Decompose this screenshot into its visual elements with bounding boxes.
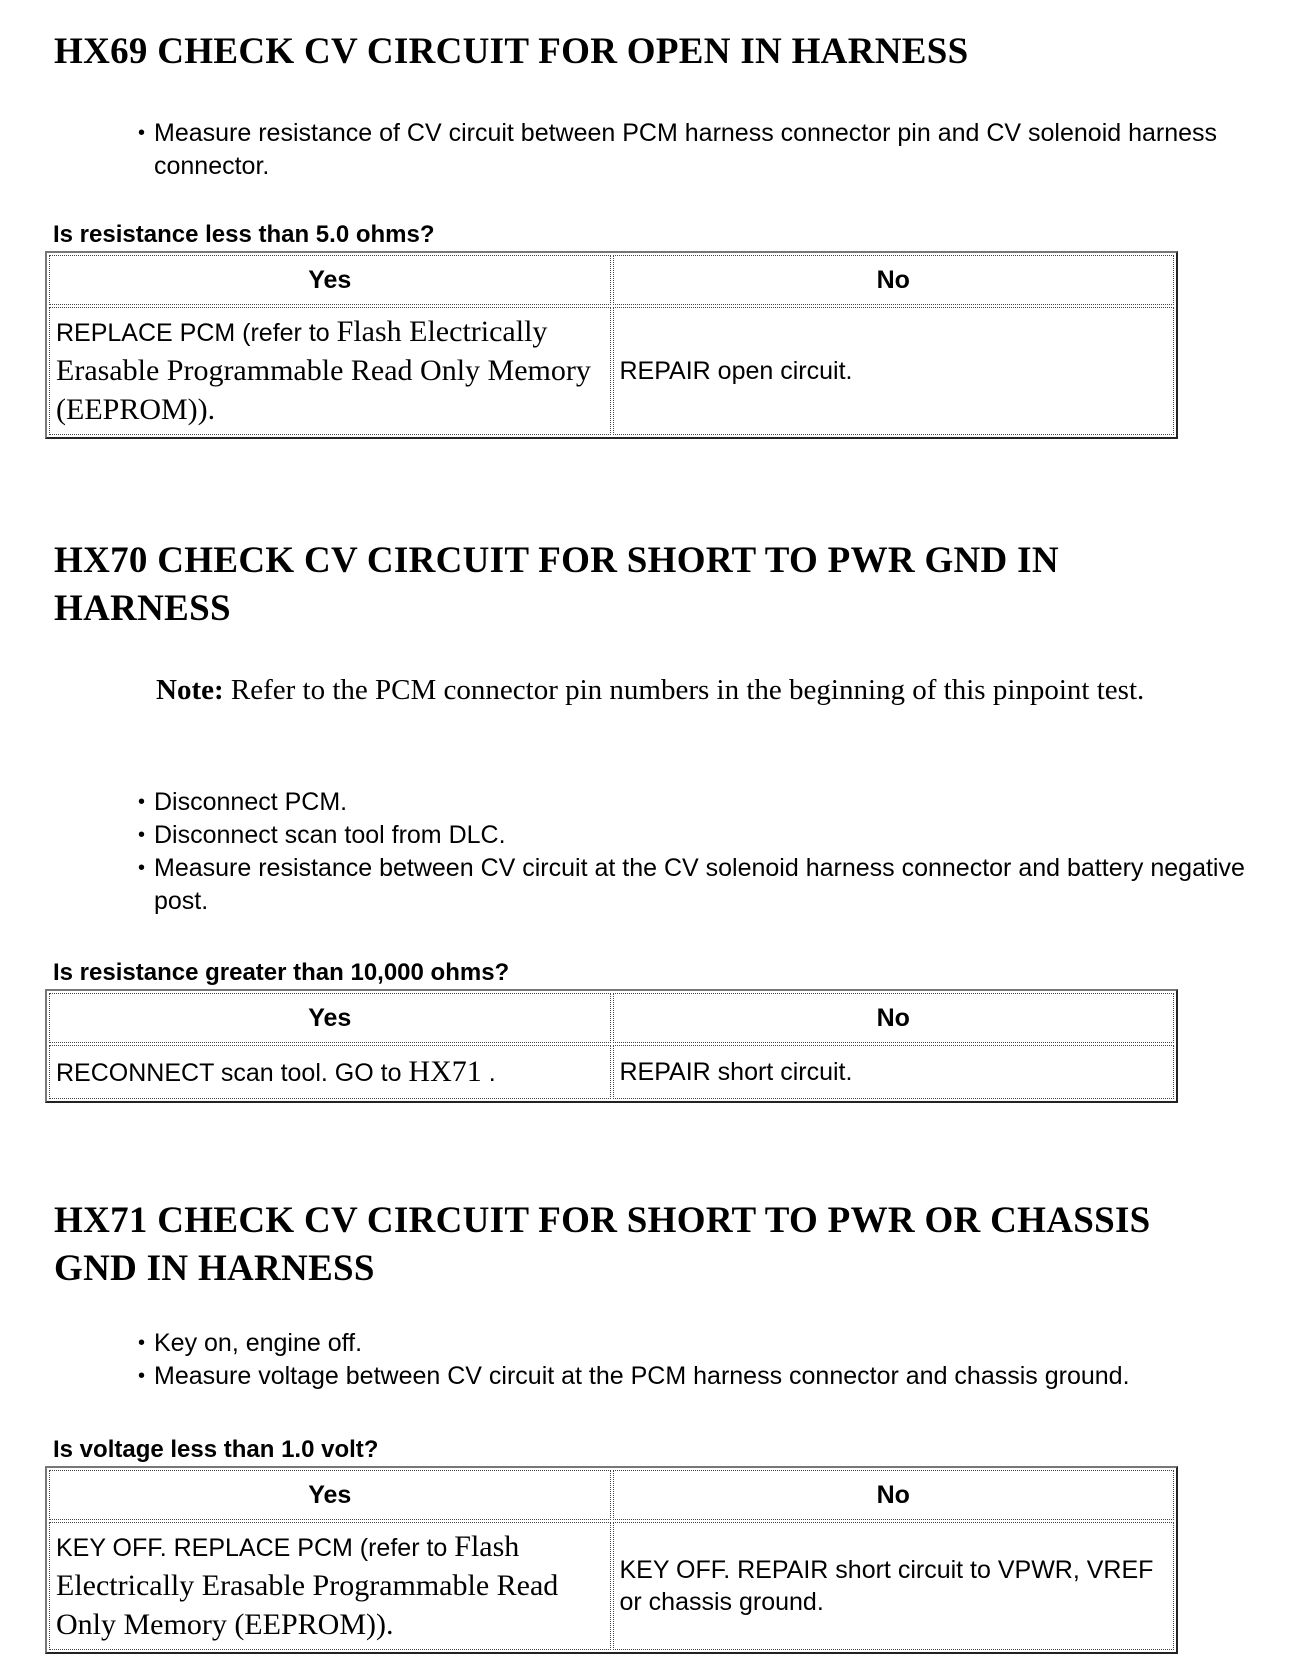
step-title-hx69: HX69 CHECK CV CIRCUIT FOR OPEN IN HARNESS — [54, 31, 969, 72]
no-header: No — [613, 255, 1175, 305]
yes-header: Yes — [49, 1470, 611, 1520]
no-header: No — [613, 1470, 1175, 1520]
bullet-icon: • — [138, 122, 146, 144]
yes-action-text: RECONNECT scan tool. GO to — [56, 1058, 409, 1087]
bullet-text: Key on, engine off. — [154, 1329, 363, 1357]
no-cell: REPAIR open circuit. — [613, 307, 1175, 435]
bullet-icon: • — [138, 824, 146, 846]
yes-header: Yes — [49, 993, 611, 1043]
list-item — [138, 819, 1268, 852]
bullet-icon: • — [138, 791, 146, 813]
bullet-list-hx70 — [138, 786, 1268, 918]
bullet-text: Measure voltage between CV circuit at the PCM harness connector and chassis ground. — [154, 1362, 1130, 1390]
eeprom-reference-link[interactable]: Flash Electrically Erasable Programmable Read Only Memory (EEPROM) — [56, 1529, 559, 1641]
hx71-link[interactable]: HX71 — [408, 1054, 482, 1088]
yes-cell — [49, 1045, 611, 1099]
yes-action-end: ). — [197, 392, 216, 426]
yes-action-end: ). — [375, 1607, 394, 1641]
list-item — [138, 852, 1268, 918]
bullet-text: Measure resistance of CV circuit between PCM harness connector pin and CV solenoid harness connector. — [154, 119, 1218, 180]
no-cell: KEY OFF. REPAIR short circuit to VPWR, VREF or chassis ground. — [613, 1522, 1175, 1650]
question-hx70: Is resistance greater than 10,000 ohms? — [53, 959, 510, 986]
yes-cell — [49, 307, 611, 435]
bullet-text: Disconnect scan tool from DLC. — [154, 821, 506, 849]
bullet-icon: • — [138, 857, 146, 879]
answer-table-hx70 — [45, 989, 1178, 1103]
step-title-hx70: HX70 CHECK CV CIRCUIT FOR SHORT TO PWR GND IN HARNESS — [54, 540, 1059, 629]
note-text: Refer to the PCM connector pin numbers in the beginning of this pinpoint test. — [223, 674, 1145, 706]
no-header: No — [613, 993, 1175, 1043]
list-item — [138, 1360, 1268, 1393]
step-title-hx71: HX71 CHECK CV CIRCUIT FOR SHORT TO PWR OR CHASSIS GND IN HARNESS — [54, 1200, 1151, 1289]
question-hx69: Is resistance less than 5.0 ohms? — [53, 221, 435, 248]
answer-table-hx69 — [45, 251, 1178, 439]
bullet-icon: • — [138, 1365, 146, 1387]
yes-header: Yes — [49, 255, 611, 305]
note-label: Note: — [156, 674, 224, 706]
no-cell: REPAIR short circuit. — [613, 1045, 1175, 1099]
yes-action-text: KEY OFF. REPLACE PCM (refer to — [56, 1533, 455, 1562]
list-item — [138, 786, 1268, 819]
bullet-list-hx69 — [138, 117, 1248, 183]
yes-action-text: REPLACE PCM (refer to — [56, 318, 337, 347]
note-hx70 — [156, 670, 1246, 710]
bullet-text: Disconnect PCM. — [154, 788, 348, 816]
list-item — [138, 1327, 1268, 1360]
eeprom-reference-link[interactable]: Flash Electrically Erasable Programmable Read Only Memory (EEPROM) — [56, 314, 591, 426]
yes-cell — [49, 1522, 611, 1650]
list-item — [138, 117, 1248, 183]
bullet-text: Measure resistance between CV circuit at the CV solenoid harness connector and battery negative post. — [154, 854, 1245, 915]
question-hx71: Is voltage less than 1.0 volt? — [53, 1436, 379, 1463]
answer-table-hx71 — [45, 1466, 1178, 1654]
bullet-list-hx71 — [138, 1327, 1268, 1393]
yes-action-end: . — [481, 1058, 496, 1087]
bullet-icon: • — [138, 1332, 146, 1354]
